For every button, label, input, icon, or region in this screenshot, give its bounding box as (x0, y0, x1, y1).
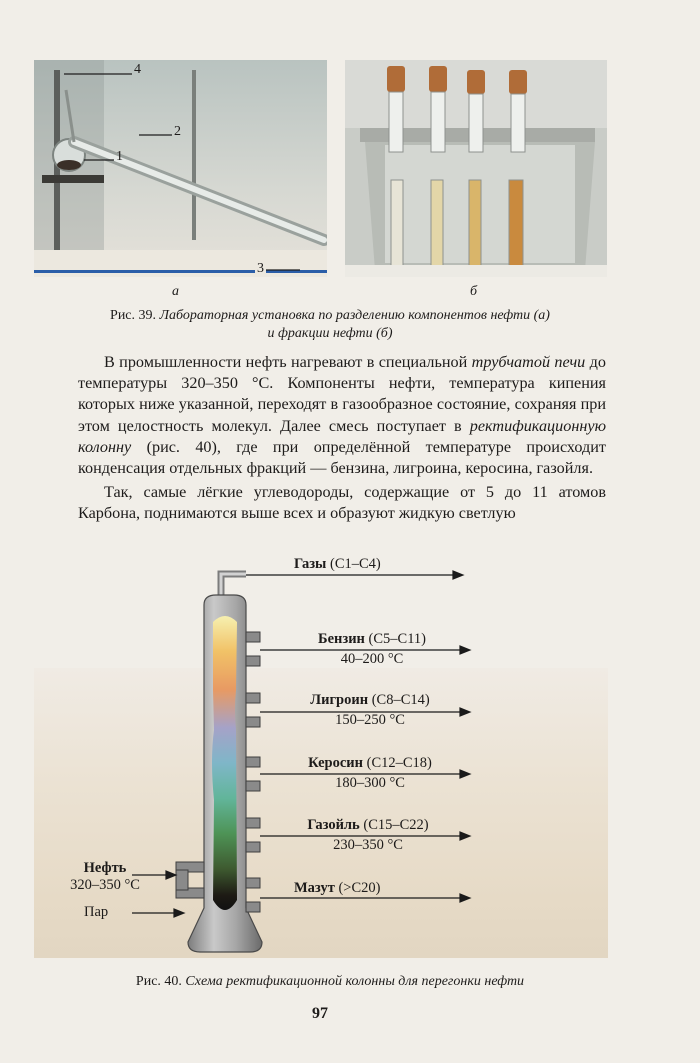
caption-line-2: и фракции нефти (б) (267, 326, 393, 341)
paragraph-1: В промышленности нефть нагревают в специальной трубчатой печи до температуры 320–350 °С. Компоненты нефти, температура кипения которых ниже указанной, переходят в газообразное состояние, сохраняя при этом целостность молекул. Далее смесь поступает в ректификационную колонну (рис. 40), где при определённой температуре происходит конденсация отдельных фракций — бензина, лигроина, керосина, газойля. (78, 353, 606, 478)
temp-gasoil: 230–350 °С (333, 837, 403, 853)
caption-prefix: Рис. 39. (110, 308, 157, 323)
caption-prefix: Рис. 40. (135, 974, 182, 989)
label-input-steam: Пар (84, 904, 109, 920)
callout-4: 4 (134, 62, 141, 77)
page-number: 97 (312, 1005, 328, 1022)
callout-1: 1 (116, 149, 123, 164)
caption-text: Лабораторная установка по разделению компонентов нефти (а) (159, 308, 550, 323)
label-fuel-oil: Мазут (>С20) (294, 880, 381, 896)
label-gasoil: Газойль (С15–С22) 230–350 °С (288, 817, 448, 854)
temp-naphtha: 150–250 °С (335, 712, 405, 728)
label-input-oil: Нефть 320–350 °С (50, 860, 160, 894)
label-kerosene: Керосин (С12–С18) 180–300 °С (290, 755, 450, 792)
sublabel-a: а (172, 284, 179, 299)
callout-2: 2 (174, 124, 181, 139)
temp-gasoline: 40–200 °С (340, 651, 404, 667)
figure40-caption (30, 973, 630, 991)
caption-text: Схема ректификационной колонны для перегонки нефти (185, 974, 525, 989)
label-gasoline: Бензин (С5–С11) 40–200 °С (292, 631, 452, 668)
temp-kerosene: 180–300 °С (335, 775, 405, 791)
sublabel-b: б (470, 284, 478, 299)
paragraph-2: Так, самые лёгкие углеводороды, содержащие от 5 до 11 атомов Карбона, поднимаются выше всех и образуют жидкую светлую (78, 483, 606, 523)
input-oil-temp: 320–350 °С (70, 877, 140, 893)
callout-3: 3 (257, 261, 264, 276)
label-naphtha: Лигроин (С8–С14) 150–250 °С (290, 692, 450, 729)
label-gases: Газы (С1–С4) (294, 556, 381, 572)
